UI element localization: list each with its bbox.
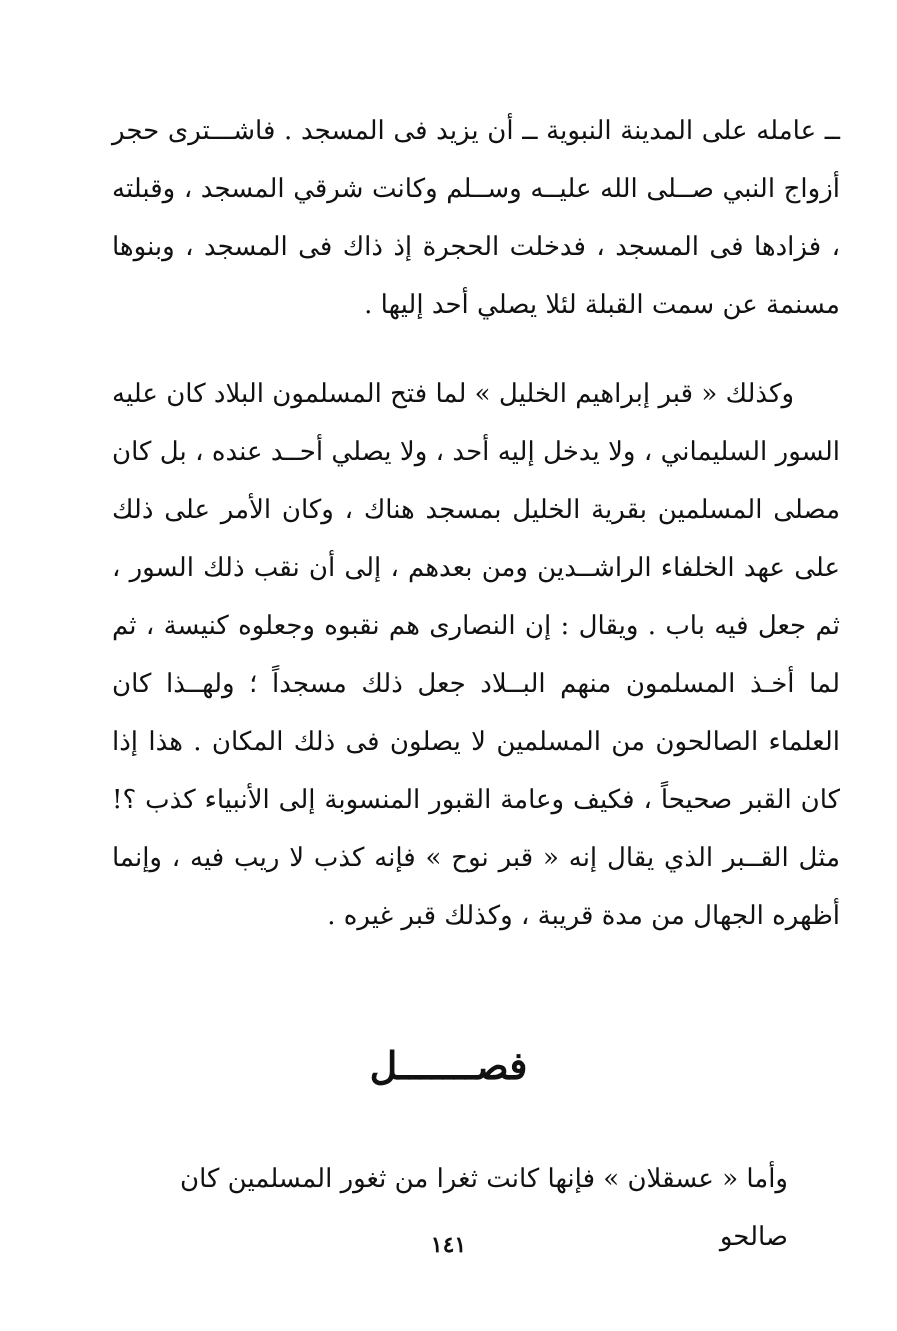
paragraph-1: ــ عامله على المدينة النبوية ــ أن يزيد فى المسجد . فاشـــترى حجر أزواج النبي صــلى الله عليــه وســلم وكانت شرقي المسجد ، وقبلته ، فزادها فى المسجد ، فدخلت الحجرة إذ ذاك فى المسجد ، وبنوها مسنمة عن سمت القبلة لئلا يصلي أحد إليها . — [112, 116, 840, 320]
paragraph-3: وأما « عسقلان » فإنها كانت ثغرا من ثغور المسلمين كان صالحو — [180, 1164, 788, 1252]
paragraph-2: وكذلك « قبر إبراهيم الخليل » لما فتح المسلمون البلاد كان عليه السور السليماني ، ولا يدخل إليه أحد ، ولا يصلي أحــد عنده ، بل كان مصلى المسلمين بقرية الخليل بمسجد هناك ، وكان الأمر على ذلك على عهد الخلفاء الراشــدين ومن بعدهم ، إلى أن نقب ذلك السور ، ثم جعل فيه باب . ويقال : إن النصارى هم نقبوه وجعلوه كنيسة ، ثم لما أخـذ المسلمون منهم البــلاد جعل ذلك مسجداً ؛ ولهــذا كان العلماء الصالحون من المسلمين لا يصلون فى ذلك المكان . هذا إذا كان القبر صحيحاً ، فكيف وعامة القبور المنسوبة إلى الأنبياء كذب ؟! مثل القــبر الذي يقال إنه « قبر نوح » فإنه كذب لا ريب فيه ، وإنما أظهره الجهال من مدة قريبة ، وكذلك قبر غيره . — [112, 379, 840, 931]
page-number: ١٤١ — [430, 1232, 467, 1258]
section-heading: فصـــــــل — [369, 1043, 528, 1088]
